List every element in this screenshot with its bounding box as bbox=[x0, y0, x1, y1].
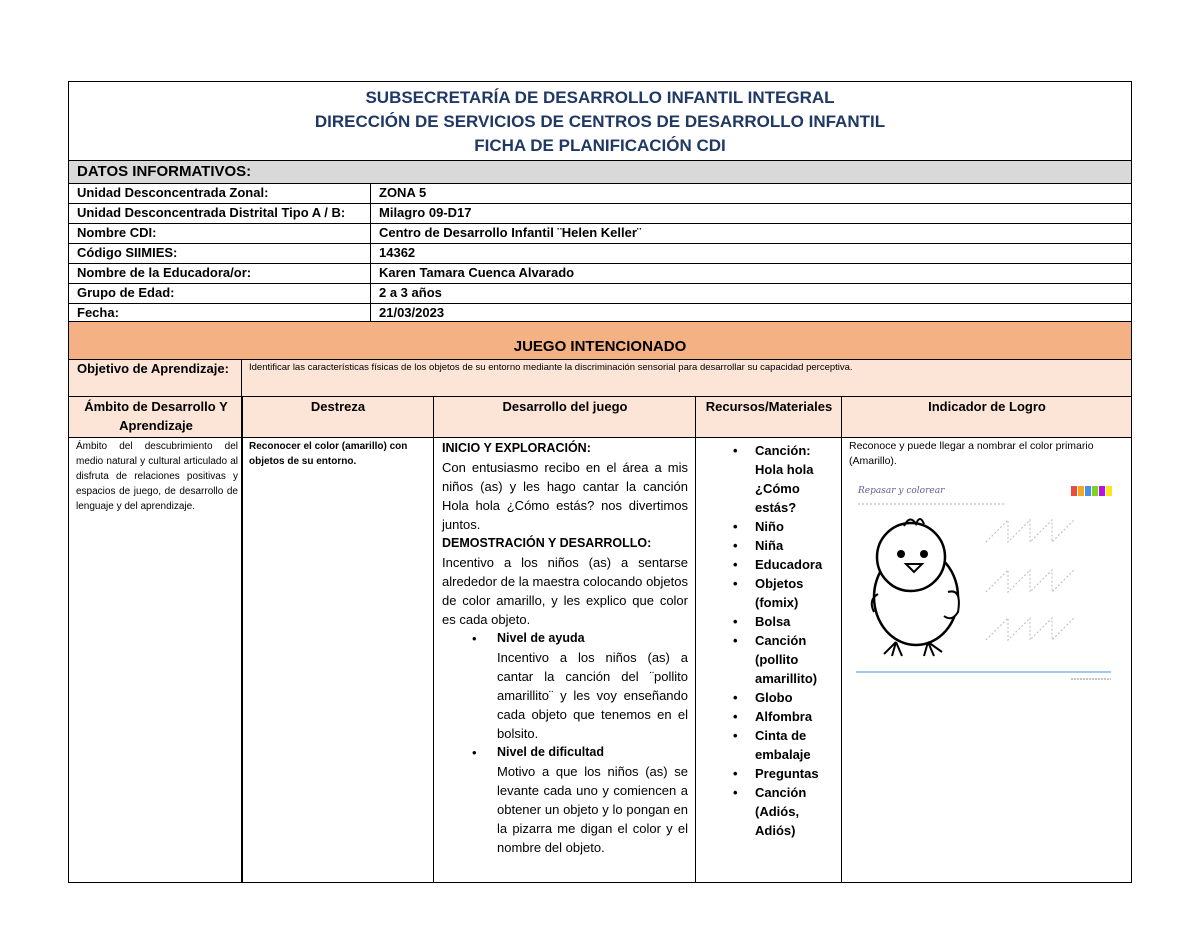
list-item: • Objetos (fomix) bbox=[729, 574, 839, 612]
header-indicador: Indicador de Logro bbox=[928, 399, 1046, 414]
datos-label: Unidad Desconcentrada Zonal: bbox=[77, 185, 269, 200]
chick-drawing-icon bbox=[856, 482, 1116, 687]
worksheet-image bbox=[856, 482, 1116, 687]
list-item: • Bolsa bbox=[729, 612, 839, 631]
datos-title-row bbox=[69, 161, 1131, 183]
column-divider bbox=[433, 396, 434, 882]
column-divider bbox=[241, 396, 243, 882]
planning-sheet bbox=[68, 81, 1132, 883]
demo-text: Incentivo a los niños (as) a sentarse alrededor de la maestra colocando objetos de color amarillo, y les explico que color es cada objeto. bbox=[442, 555, 688, 627]
datos-row bbox=[69, 284, 1131, 303]
list-item: • Cinta de embalaje bbox=[729, 726, 839, 764]
datos-label: Nombre de la Educadora/or: bbox=[77, 265, 252, 280]
datos-row bbox=[69, 264, 1131, 283]
datos-label: Grupo de Edad: bbox=[77, 285, 175, 300]
datos-row bbox=[69, 244, 1131, 263]
bullet-icon: • bbox=[472, 631, 477, 646]
list-item: • Canción (pollito amarillito) bbox=[729, 631, 839, 688]
inicio-title: INICIO Y EXPLORACIÓN: bbox=[442, 441, 591, 455]
column-divider bbox=[695, 396, 696, 882]
datos-row bbox=[69, 184, 1131, 203]
desarrollo-section bbox=[442, 439, 688, 857]
header-recursos: Recursos/Materiales bbox=[705, 399, 833, 414]
datos-row bbox=[69, 204, 1131, 223]
list-item: • Niño bbox=[729, 517, 839, 536]
destreza-text: Reconocer el color (amarillo) con objetos de su entorno. bbox=[249, 441, 408, 467]
column-divider bbox=[241, 360, 242, 396]
header-destreza: Destreza bbox=[310, 399, 366, 414]
list-item: • Niña bbox=[729, 536, 839, 555]
inicio-text: Con entusiasmo recibo en el área a mis niños (as) y les hago cantar la canción Hola hola ¿Cómo estás? nos divertimos juntos. bbox=[442, 460, 688, 532]
header-line-1: SUBSECRETARÍA DE DESARROLLO INFANTIL INTEGRAL bbox=[365, 88, 835, 107]
list-item: • Canción: Hola hola ¿Cómo estás? bbox=[729, 441, 839, 517]
objetivo-text: Identificar las características físicas de los objetos de su entorno mediante la discriminación sensorial para desarrollar su capacidad perceptiva. bbox=[249, 362, 853, 373]
juego-title: JUEGO INTENCIONADO bbox=[69, 322, 1131, 359]
dificultad-block bbox=[442, 743, 688, 857]
column-divider bbox=[841, 396, 842, 882]
header-ambito: Ámbito de Desarrollo Y Aprendizaje bbox=[84, 399, 228, 433]
recursos-list-wrap bbox=[729, 441, 839, 840]
bullet-icon: • bbox=[472, 745, 477, 760]
document-header bbox=[69, 82, 1131, 161]
datos-value: 21/03/2023 bbox=[379, 305, 445, 320]
datos-title: DATOS INFORMATIVOS: bbox=[77, 163, 252, 180]
datos-value: Centro de Desarrollo Infantil ¨Helen Keller¨ bbox=[379, 225, 642, 240]
ayuda-block bbox=[442, 629, 688, 743]
dificultad-title: Nivel de dificultad bbox=[497, 745, 604, 759]
datos-row bbox=[69, 224, 1131, 243]
list-item: • Preguntas bbox=[729, 764, 839, 783]
header-line-2: DIRECCIÓN DE SERVICIOS DE CENTROS DE DESARROLLO INFANTIL bbox=[314, 112, 886, 131]
datos-label: Código SIIMIES: bbox=[77, 245, 178, 260]
header-desarrollo: Desarrollo del juego bbox=[502, 399, 628, 414]
datos-value: ZONA 5 bbox=[379, 185, 427, 200]
recursos-list bbox=[729, 441, 839, 840]
indicador-text: Reconoce y puede llegar a nombrar el color primario (Amarillo). bbox=[849, 440, 1094, 467]
divider bbox=[69, 437, 1131, 438]
datos-value: Karen Tamara Cuenca Alvarado bbox=[379, 265, 575, 280]
worksheet-title: Repasar y colorear bbox=[858, 486, 945, 496]
header-line-3: FICHA DE PLANIFICACIÓN CDI bbox=[474, 136, 726, 155]
list-item: • Alfombra bbox=[729, 707, 839, 726]
datos-label: Nombre CDI: bbox=[77, 225, 157, 240]
demo-title: DEMOSTRACIÓN Y DESARROLLO: bbox=[442, 536, 652, 550]
ambito-text: Ámbito del descubrimiento del medio natural y cultural articulado al disfruta de relaciones positivas y espacios de juego, de desarrollo de lenguaje y del aprendizaje. bbox=[76, 441, 238, 512]
column-divider bbox=[370, 183, 371, 322]
datos-label: Unidad Desconcentrada Distrital Tipo A / B: bbox=[77, 205, 346, 220]
list-item: • Educadora bbox=[729, 555, 839, 574]
ayuda-text: Incentivo a los niños (as) a cantar la canción del ¨pollito amarillito¨ y les voy enseñando cada objeto que tenemos en el bolsito. bbox=[497, 650, 688, 741]
datos-value: 2 a 3 años bbox=[379, 285, 442, 300]
objetivo-label: Objetivo de Aprendizaje: bbox=[77, 361, 229, 376]
datos-label: Fecha: bbox=[77, 305, 119, 320]
list-item: • Canción (Adiós, Adiós) bbox=[729, 783, 839, 840]
ayuda-title: Nivel de ayuda bbox=[497, 631, 585, 645]
dificultad-text: Motivo a que los niños (as) se levante cada uno y comiencen a obtener un objeto y lo pongan en la pizarra me digan el color y el nombre del objeto. bbox=[497, 764, 688, 855]
list-item: • Globo bbox=[729, 688, 839, 707]
datos-value: Milagro 09-D17 bbox=[379, 205, 472, 220]
datos-value: 14362 bbox=[379, 245, 416, 260]
